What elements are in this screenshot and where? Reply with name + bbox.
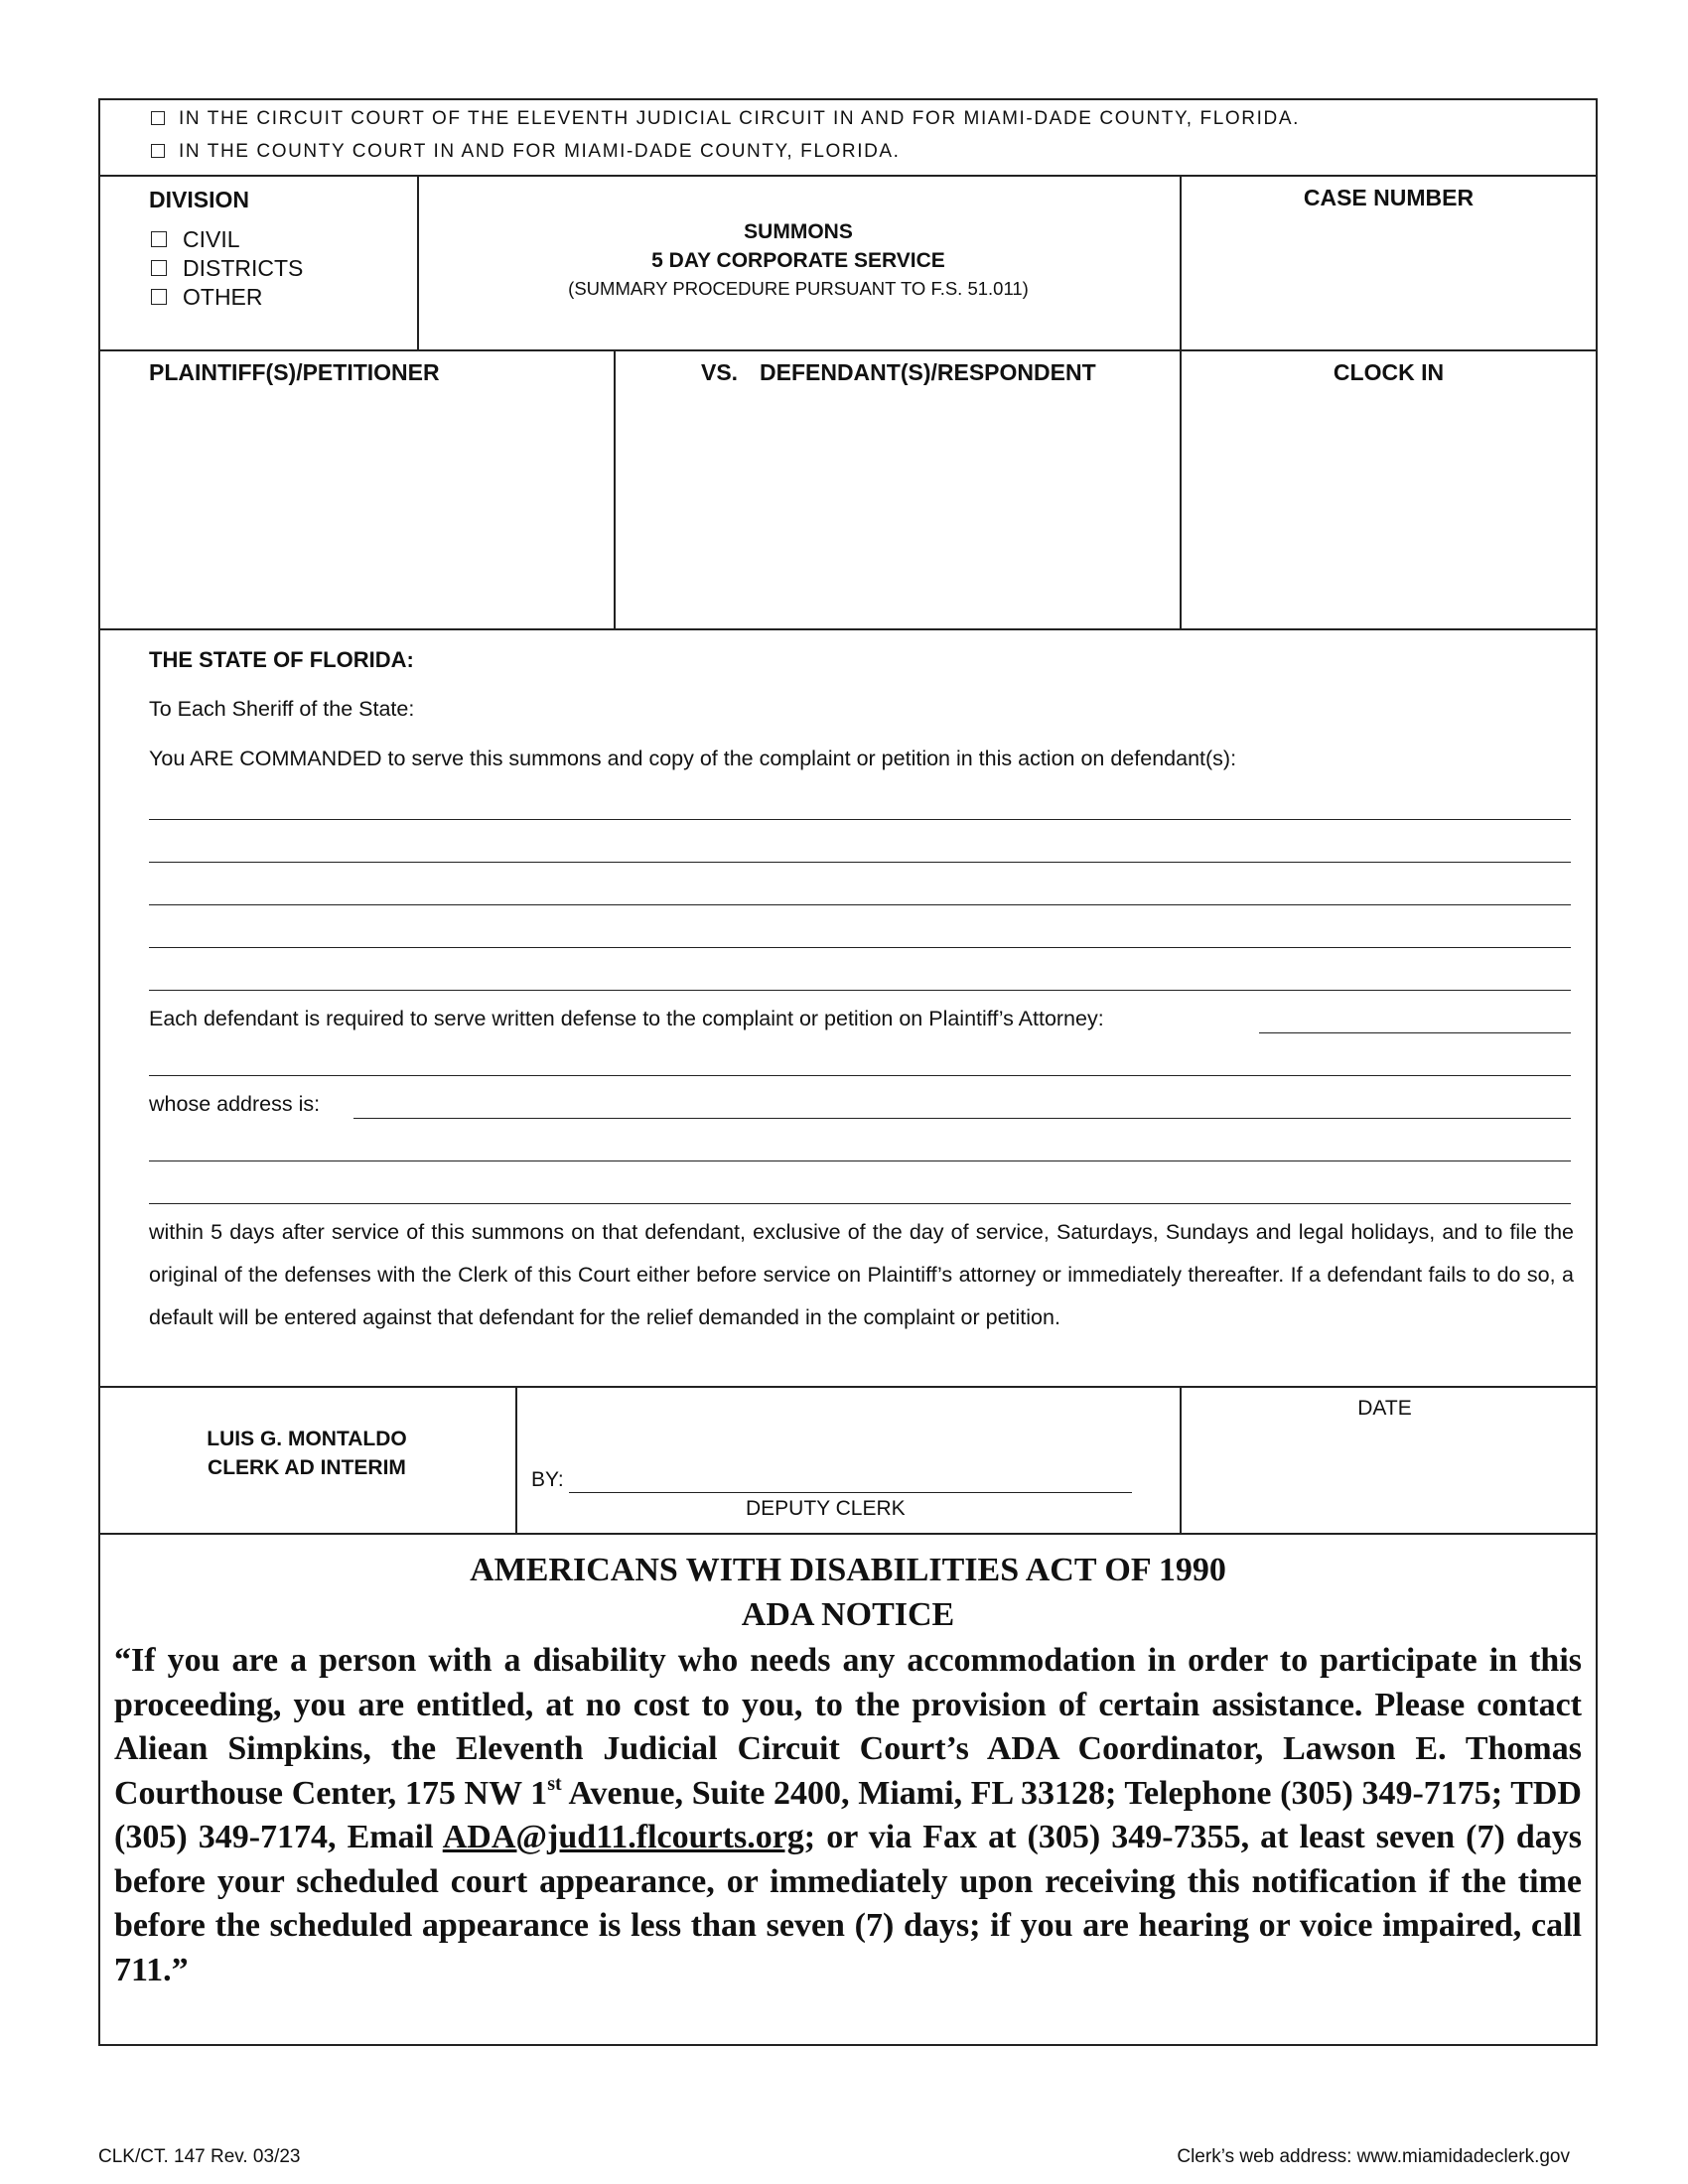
form-procedure-note: (SUMMARY PROCEDURE PURSUANT TO F.S. 51.011): [568, 278, 1029, 299]
divider: [98, 628, 1598, 630]
instructions-paragraph: within 5 days after service of this summons on that defendant, exclusive of the day of service, Saturdays, Sundays and legal holidays, and to file the original of the defenses with the Clerk of this Court either before service on Plaintiff’s attorney or immediately thereafter. If a defendant fails to do so, a default will be entered against that defendant for the relief demanded in the complaint or petition.: [149, 1220, 1574, 1329]
attorney-line[interactable]: [149, 1075, 1571, 1076]
division-option-other[interactable]: [151, 284, 263, 311]
checkbox[interactable]: [151, 289, 167, 305]
divider: [98, 1533, 1598, 1535]
state-heading: THE STATE OF FLORIDA:: [149, 647, 414, 672]
ada-text-part: Avenue, Suite 2400, Miami, FL 33128; Telephone (305) 349-7175; TDD (305) 349-7174, Email: [114, 1774, 1582, 1855]
date-field[interactable]: [1190, 1430, 1587, 1525]
by-label: BY:: [531, 1468, 564, 1491]
defendant-line[interactable]: [149, 990, 1571, 991]
ada-subtitle: ADA NOTICE: [741, 1596, 955, 1633]
division-option-civil[interactable]: [151, 226, 240, 253]
divider: [98, 175, 1598, 177]
ada-notice-text: [114, 1639, 1582, 1992]
clock-in-label: CLOCK IN: [1333, 359, 1445, 385]
attorney-line[interactable]: [1259, 1032, 1571, 1033]
signature-line[interactable]: [569, 1492, 1132, 1493]
form-subtitle: 5 DAY CORPORATE SERVICE: [651, 249, 945, 272]
address-label: whose address is:: [149, 1092, 321, 1116]
division-option-label: DISTRICTS: [183, 255, 304, 281]
defendant-line[interactable]: [149, 819, 1571, 820]
plaintiff-label: PLAINTIFF(S)/PETITIONER: [149, 359, 440, 385]
divider: [614, 349, 616, 628]
form-title: SUMMONS: [744, 220, 853, 243]
date-label: DATE: [1357, 1397, 1412, 1420]
checkbox[interactable]: [151, 111, 165, 125]
division-option-label: OTHER: [183, 284, 263, 310]
checkbox[interactable]: [151, 144, 165, 158]
clock-in-field[interactable]: [1190, 397, 1587, 620]
vs-label: VS.: [701, 359, 739, 385]
circuit-court-label: IN THE CIRCUIT COURT OF THE ELEVENTH JUDICIAL CIRCUIT IN AND FOR MIAMI-DADE COUNTY, FLORIDA.: [179, 108, 1300, 129]
case-number-label: CASE NUMBER: [1303, 185, 1475, 210]
ada-email-link[interactable]: ADA@jud11.flcourts.org: [442, 1819, 804, 1855]
address-line[interactable]: [149, 1203, 1571, 1204]
form-number: CLK/CT. 147 Rev. 03/23: [98, 2146, 301, 2167]
checkbox[interactable]: [151, 260, 167, 276]
ada-title: AMERICANS WITH DISABILITIES ACT OF 1990: [470, 1552, 1226, 1588]
ada-text-part: “If you are a person with a disability who needs any accommodation in order to participate in this proceeding, you are entitled, at no cost to you, to the provision of certain assistance. Please contact Aliean Simpkins, the Eleventh Judicial Circuit Court’s ADA Coordinator, Lawson E. Thomas Courthouse Center, 175 NW 1: [114, 1642, 1582, 1812]
command-text: You ARE COMMANDED to serve this summons and copy of the complaint or petition in this action on defendant(s):: [149, 747, 1237, 770]
clerk-name: LUIS G. MONTALDO: [207, 1428, 407, 1450]
defense-text: Each defendant is required to serve written defense to the complaint or petition on Plaintiff’s Attorney:: [149, 1007, 1104, 1030]
web-address: Clerk’s web address: www.miamidadeclerk.gov: [1177, 2146, 1570, 2167]
clerk-title: CLERK AD INTERIM: [208, 1456, 406, 1479]
defendant-field[interactable]: [624, 397, 1172, 620]
defendant-line[interactable]: [149, 947, 1571, 948]
divider: [1180, 175, 1182, 628]
division-option-districts[interactable]: [151, 255, 303, 282]
case-number-field[interactable]: [1192, 218, 1587, 338]
checkbox[interactable]: [151, 231, 167, 247]
county-court-option[interactable]: [151, 141, 901, 163]
division-option-label: CIVIL: [183, 226, 240, 252]
divider: [98, 349, 1598, 351]
plaintiff-field[interactable]: [109, 397, 606, 620]
address-line[interactable]: [353, 1118, 1571, 1119]
defendant-line[interactable]: [149, 904, 1571, 905]
defendant-line[interactable]: [149, 862, 1571, 863]
division-label: DIVISION: [149, 187, 249, 212]
divider: [98, 1386, 1598, 1388]
sheriff-address: To Each Sheriff of the State:: [149, 697, 415, 721]
ada-text-part: ; or via Fax at (305) 349-7355, at least seven (7) days before your scheduled court appearance, or immediately upon receiving this notification if the time before the scheduled appearance is less than seven (7) days; if you are hearing or voice impaired, call 711.”: [114, 1819, 1583, 1988]
deputy-clerk-label: DEPUTY CLERK: [746, 1497, 906, 1520]
address-line[interactable]: [149, 1160, 1571, 1161]
ada-superscript: st: [547, 1772, 562, 1795]
defendant-label: DEFENDANT(S)/RESPONDENT: [760, 359, 1096, 385]
divider: [515, 1386, 517, 1533]
county-court-label: IN THE COUNTY COURT IN AND FOR MIAMI-DADE COUNTY, FLORIDA.: [179, 141, 901, 162]
circuit-court-option[interactable]: [151, 108, 1300, 130]
